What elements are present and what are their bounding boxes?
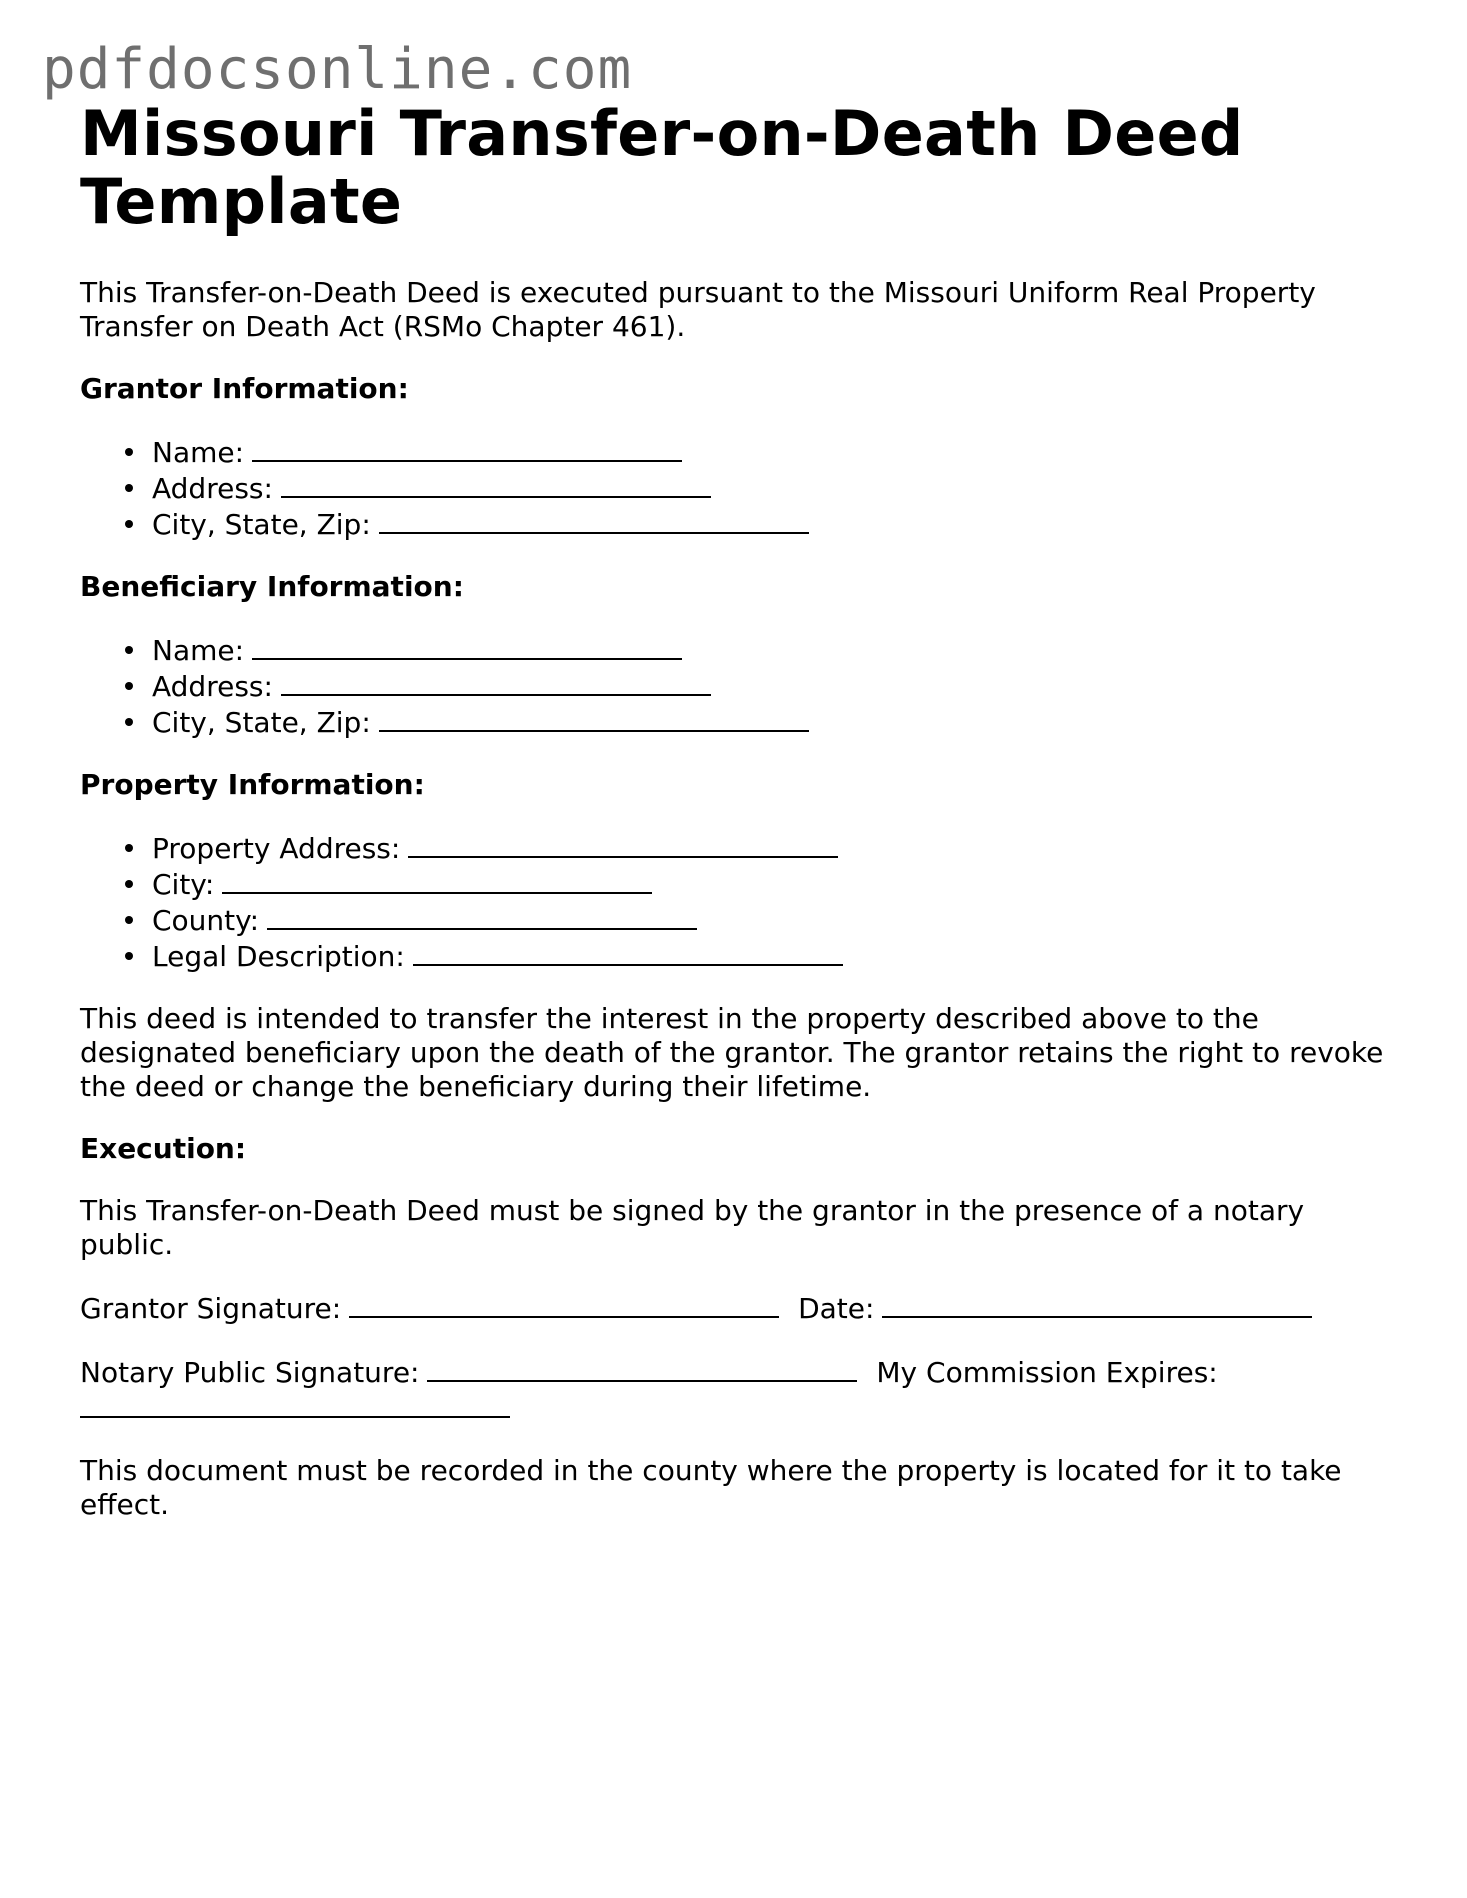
grantor-fields [80, 434, 1400, 542]
beneficiary-heading: Beneficiary Information: [80, 570, 464, 603]
grantor-signature-label: Grantor Signature: [80, 1292, 342, 1325]
beneficiary-address-blank[interactable] [281, 668, 711, 696]
document-body [80, 97, 1400, 1522]
commission-expires-blank[interactable] [80, 1390, 510, 1418]
beneficiary-address-field: Address: [152, 668, 1400, 704]
grantor-signature-line [80, 1290, 1400, 1326]
grantor-signature-blank[interactable] [349, 1290, 779, 1318]
date-blank[interactable] [882, 1290, 1312, 1318]
commission-expires-label: My Commission Expires: [876, 1356, 1218, 1389]
property-legal-description-blank[interactable] [413, 938, 843, 966]
beneficiary-name-field: Name: [152, 632, 1400, 668]
execution-paragraph: This Transfer-on-Death Deed must be signed by the grantor in the presence of a notary public. [80, 1194, 1305, 1261]
property-city-blank[interactable] [222, 866, 652, 894]
beneficiary-city-state-zip-field: City, State, Zip: [152, 704, 1400, 740]
beneficiary-name-blank[interactable] [252, 632, 682, 660]
property-legal-description-field: Legal Description: [152, 938, 1400, 974]
notary-signature-line [80, 1354, 1400, 1426]
grantor-address-blank[interactable] [281, 470, 711, 498]
grantor-city-state-zip-field: City, State, Zip: [152, 506, 1400, 542]
property-heading: Property Information: [80, 768, 425, 801]
grantor-address-field: Address: [152, 470, 1400, 506]
property-fields [80, 830, 1400, 974]
notary-signature-label: Notary Public Signature: [80, 1356, 420, 1389]
notary-signature-blank[interactable] [427, 1354, 857, 1382]
beneficiary-city-state-zip-blank[interactable] [379, 704, 809, 732]
property-address-blank[interactable] [408, 830, 838, 858]
beneficiary-fields [80, 632, 1400, 740]
document-title: Missouri Transfer-on-Death Deed Template [80, 97, 1244, 238]
grantor-name-blank[interactable] [252, 434, 682, 462]
recording-note: This document must be recorded in the county where the property is located for it to take effect. [80, 1454, 1342, 1521]
grantor-name-field: Name: [152, 434, 1400, 470]
transfer-paragraph: This deed is intended to transfer the interest in the property described above to the designated beneficiary upon the death of the grantor. The grantor retains the right to revoke the deed or change the beneficiary during their lifetime. [80, 1002, 1384, 1103]
execution-heading: Execution: [80, 1132, 247, 1165]
date-label: Date: [798, 1292, 875, 1325]
watermark: pdfdocsonline.com [42, 37, 633, 102]
property-address-field: Property Address: [152, 830, 1400, 866]
property-county-field: County: [152, 902, 1400, 938]
intro-paragraph: This Transfer-on-Death Deed is executed pursuant to the Missouri Uniform Real Property Transfer on Death Act (RSMo Chapter 461). [80, 276, 1316, 343]
grantor-city-state-zip-blank[interactable] [379, 506, 809, 534]
property-county-blank[interactable] [267, 902, 697, 930]
grantor-heading: Grantor Information: [80, 372, 409, 405]
property-city-field: City: [152, 866, 1400, 902]
